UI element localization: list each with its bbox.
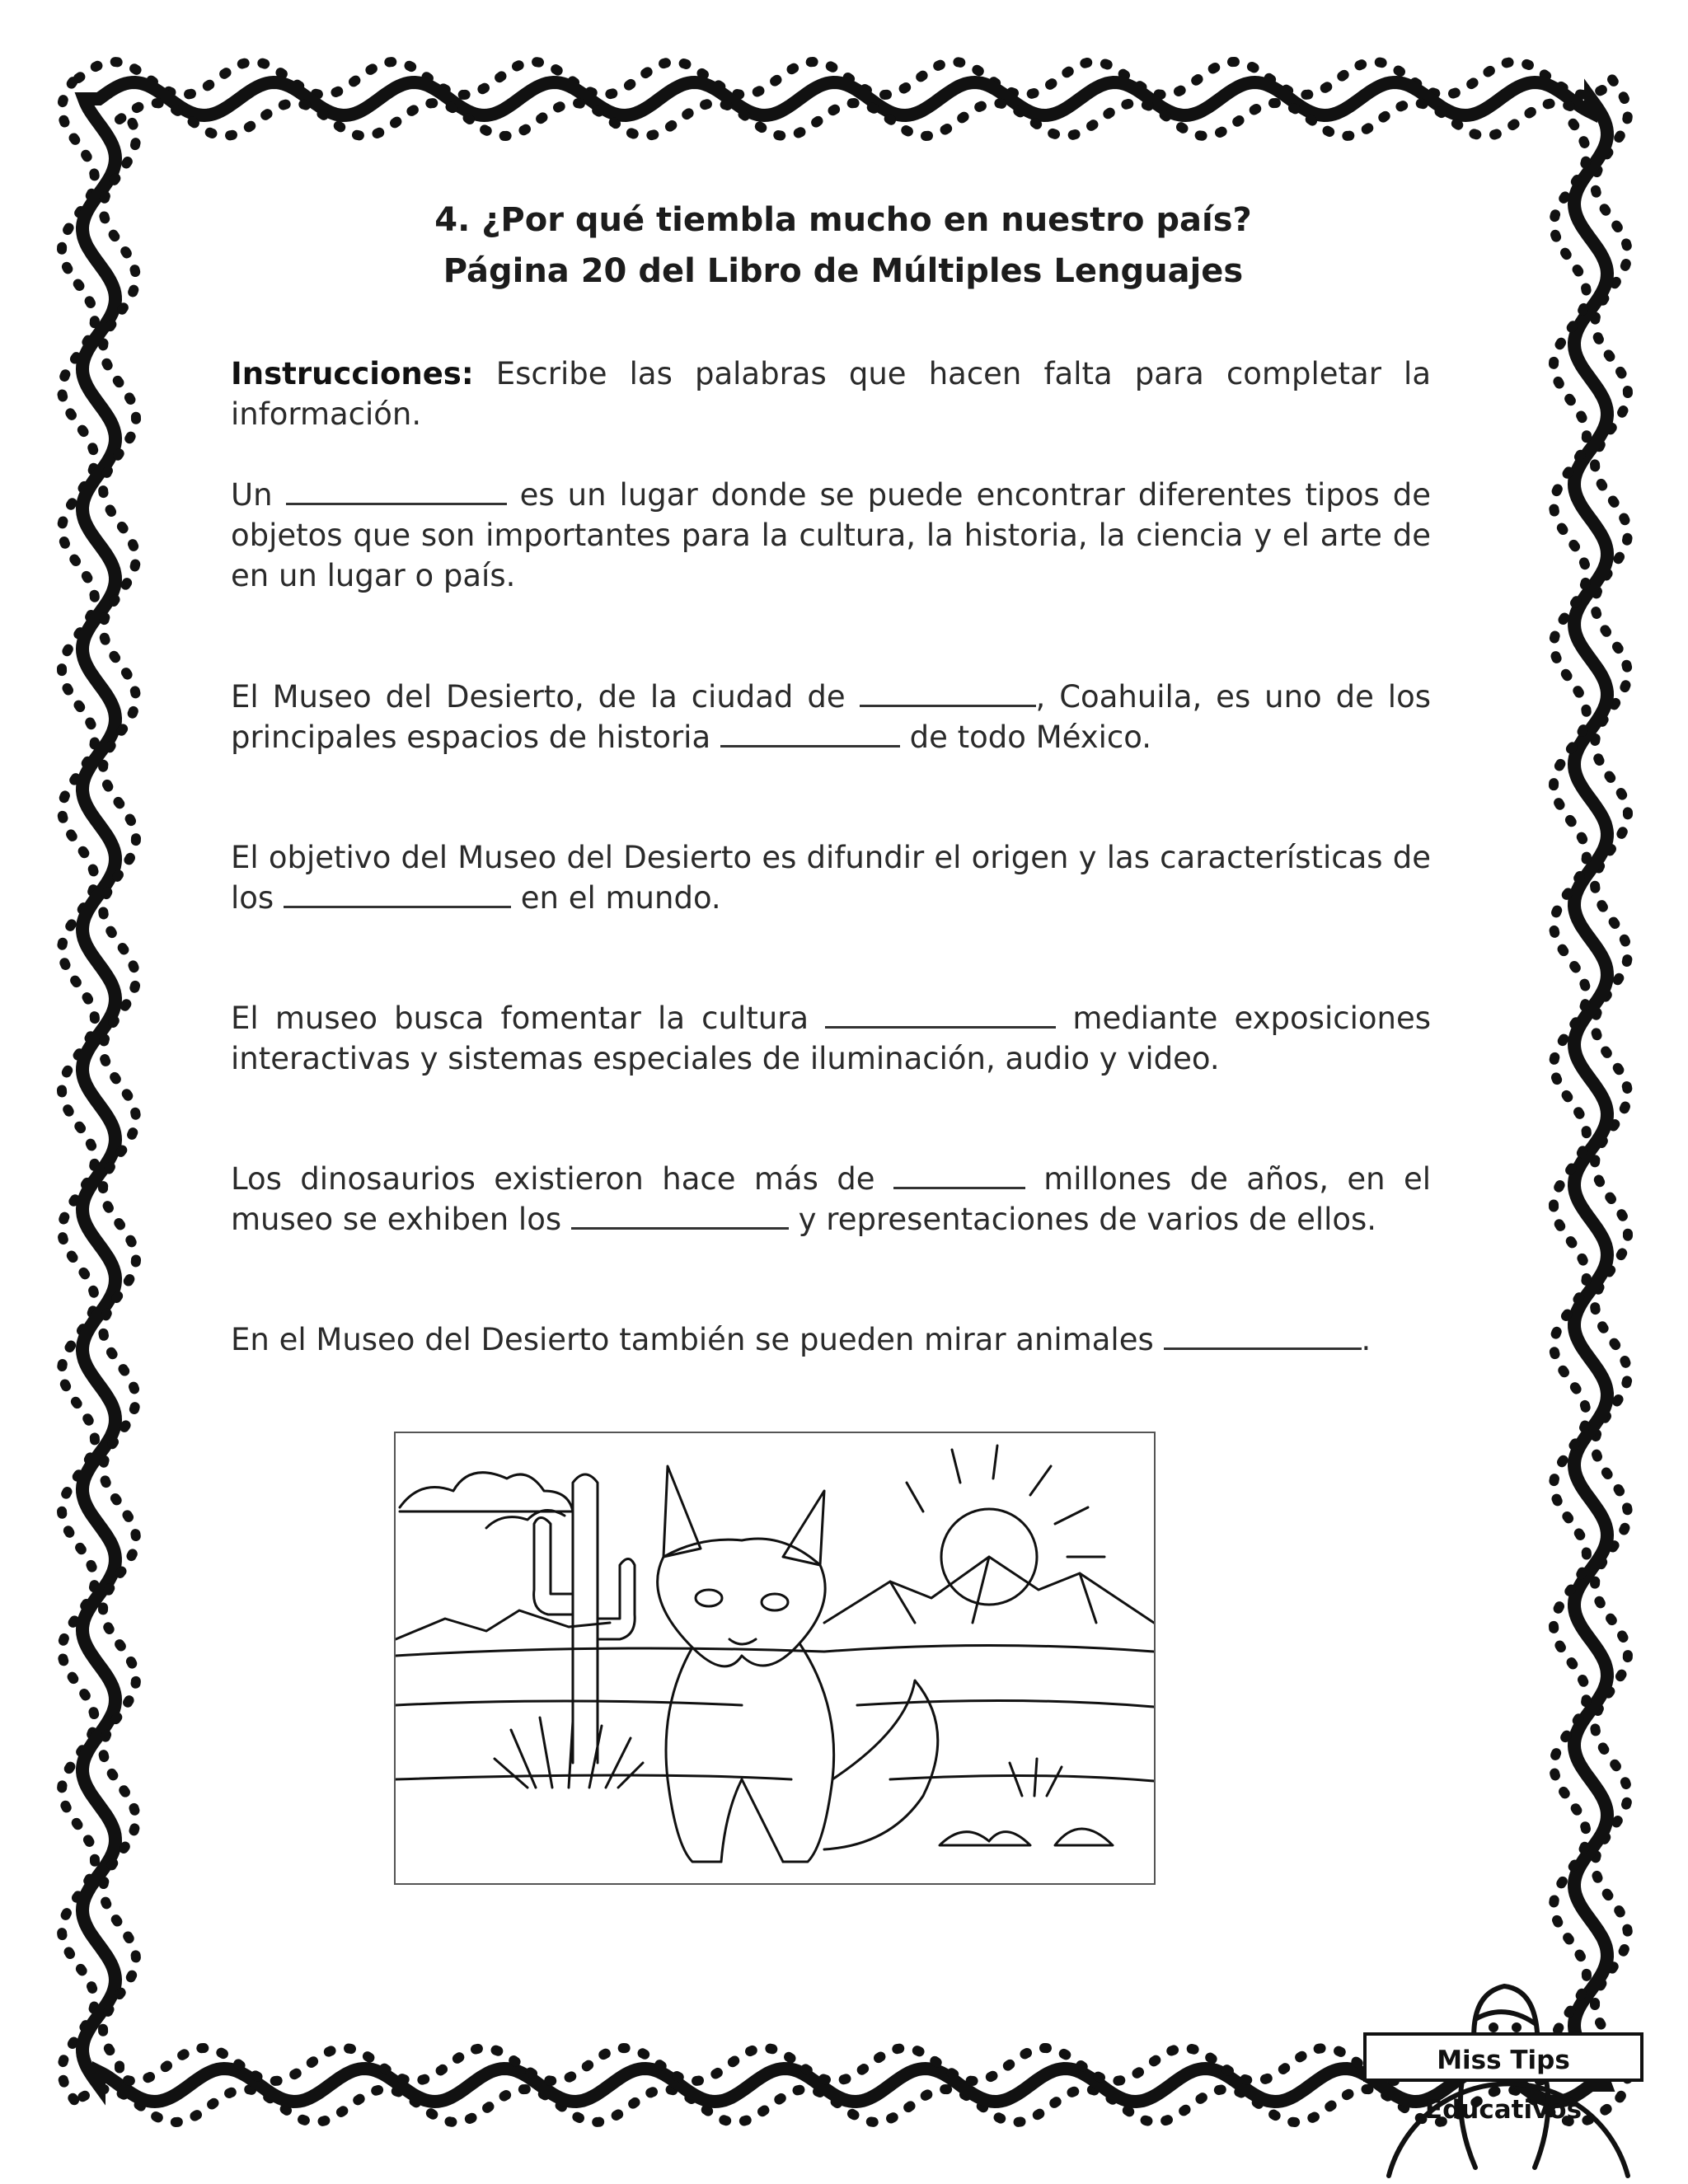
brand-logo-label: Miss Tips Educativos — [1363, 2032, 1643, 2082]
sentence-text: . — [1361, 1322, 1372, 1357]
worksheet — [231, 194, 1432, 1357]
sentence-text: es un lugar donde se puede encontrar diferentes tipos de objetos que son importantes para la cultura, la historia, la ciencia y el arte de en un lugar o país. — [231, 477, 1432, 593]
instructions-paragraph — [231, 354, 1431, 434]
sentence-text: El museo busca fomentar la cultura — [231, 1001, 826, 1036]
instructions-text: Escribe las palabras que hacen falta para completar la información. — [231, 356, 1431, 432]
answer-blank[interactable] — [284, 881, 511, 908]
sentence-text: En el Museo del Desierto también se pueden mirar animales — [231, 1322, 1164, 1357]
desert-fox-illustration-icon — [394, 1432, 1156, 1885]
sentence-text: de todo México. — [899, 719, 1151, 755]
answer-blank[interactable] — [1164, 1323, 1362, 1350]
instructions-label: Instrucciones: — [231, 356, 474, 391]
answer-blank[interactable] — [893, 1162, 1025, 1189]
sentence-text: en el mundo. — [510, 880, 721, 916]
answer-blank[interactable] — [860, 680, 1036, 707]
answer-blank[interactable] — [286, 478, 507, 505]
sentence-text: Un — [231, 477, 286, 513]
sentence-text: , Coahuila, es uno de los principales espacios de historia — [231, 679, 1431, 755]
answer-blank[interactable] — [571, 1202, 789, 1230]
sentence-text: mediante exposiciones interactivas y sistemas especiales de iluminación, audio y video. — [231, 1001, 1431, 1076]
title-line-1: 4. ¿Por qué tiembla mucho en nuestro país? — [434, 201, 1252, 239]
title-line-2: Página 20 del Libro de Múltiples Lenguajes — [443, 252, 1244, 290]
sentence-5 — [231, 1159, 1431, 1240]
sentence-6 — [231, 1319, 1431, 1360]
sentence-3 — [231, 837, 1431, 918]
page-title — [256, 194, 1431, 297]
answer-blank[interactable] — [720, 720, 900, 748]
sentence-text: y representaciones de varios de ellos. — [788, 1202, 1377, 1237]
sentence-text: millones de años, en el museo se exhiben los — [231, 1161, 1432, 1237]
answer-blank[interactable] — [825, 1001, 1056, 1029]
sentence-text: Los dinosaurios existieron hace más de — [231, 1161, 893, 1197]
sentence-text: El objetivo del Museo del Desierto es difundir el origen y las características de los — [231, 840, 1431, 916]
sentence-2 — [231, 677, 1431, 757]
sentence-1 — [231, 475, 1431, 596]
sentence-text: El Museo del Desierto, de la ciudad de — [231, 679, 860, 715]
sentence-4 — [231, 998, 1431, 1079]
